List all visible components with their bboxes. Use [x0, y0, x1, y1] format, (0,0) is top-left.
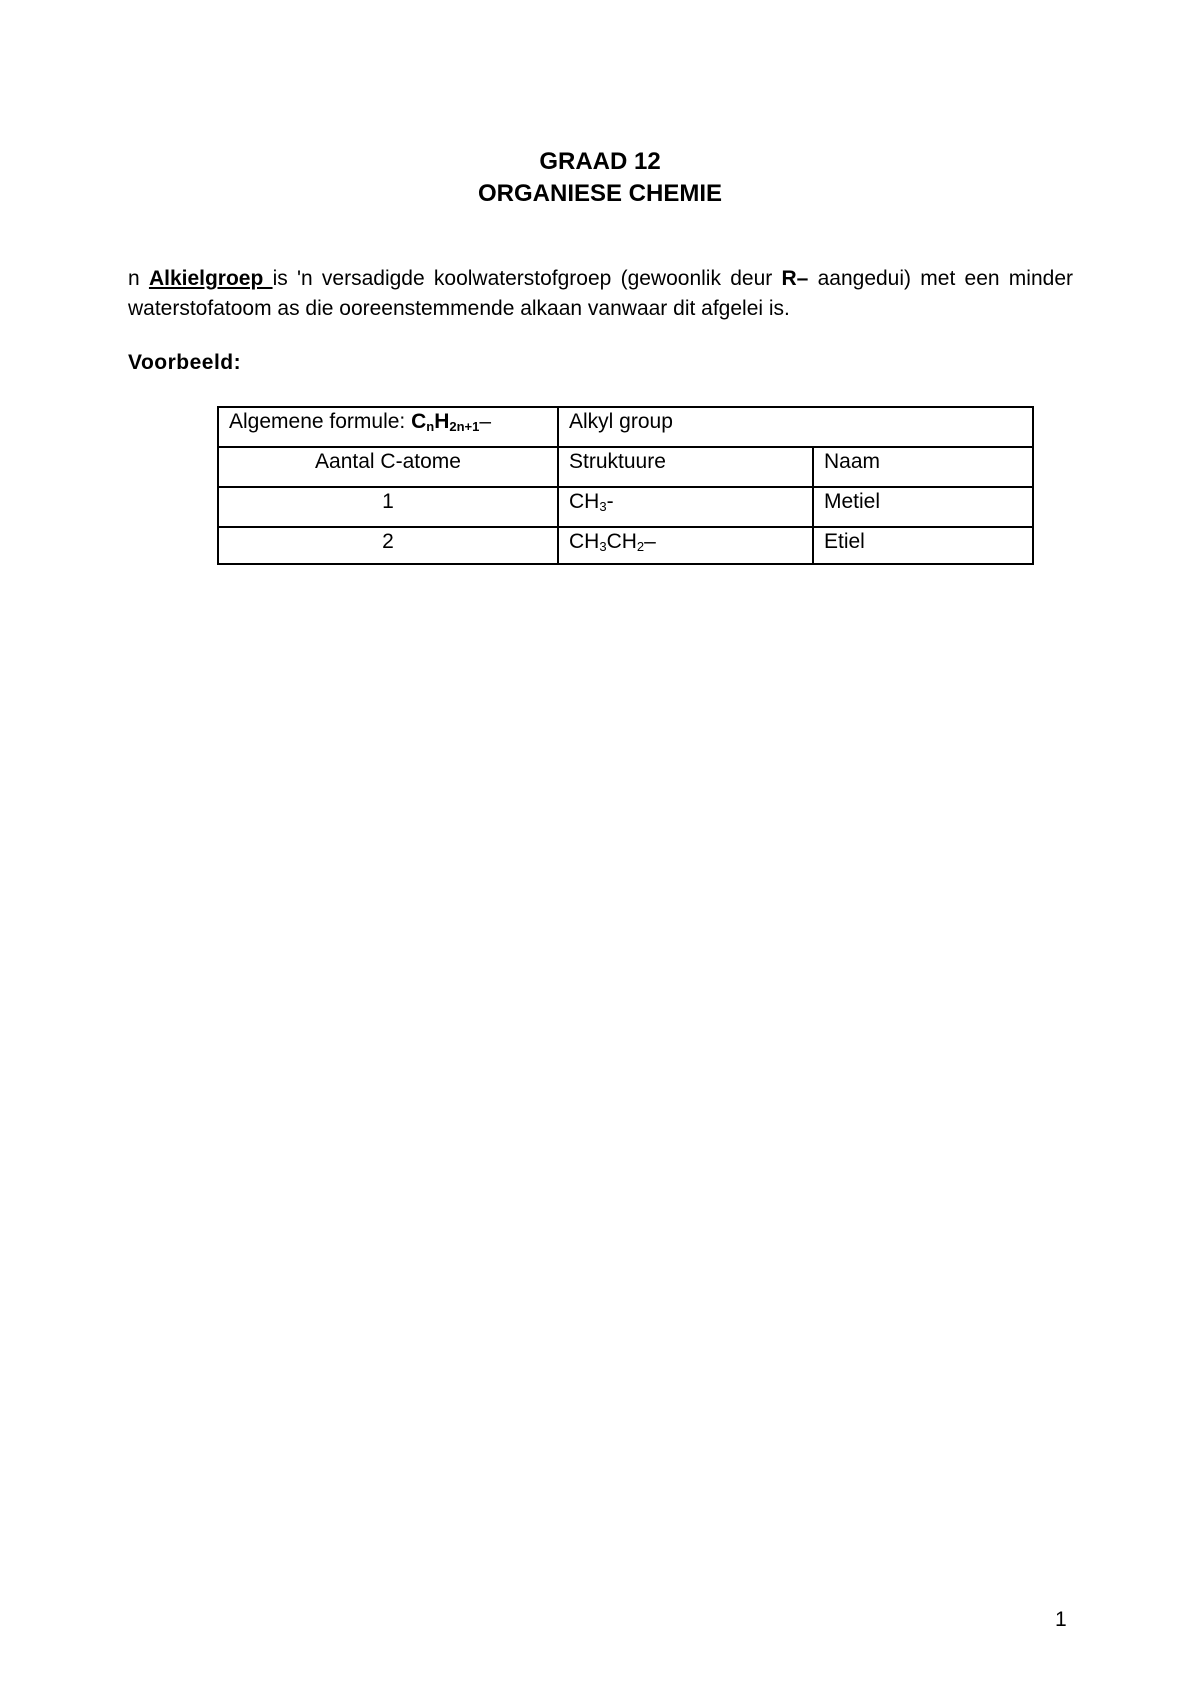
table-row — [218, 407, 1033, 447]
cell-count: 2 — [218, 527, 558, 564]
formula-tail: – — [479, 410, 492, 433]
structure-b-sub: 2 — [636, 539, 645, 554]
formula-h: H — [434, 410, 450, 433]
table-row — [218, 487, 1033, 527]
structure-tail: - — [606, 490, 614, 513]
title-grade: GRAAD 12 — [539, 148, 661, 175]
formula-c-sub: n — [426, 419, 435, 434]
table-row — [218, 527, 1033, 564]
cell-name: Metiel — [813, 487, 1033, 527]
header-name: Naam — [813, 447, 1033, 487]
structure-tail: – — [644, 530, 656, 553]
intro-suffix: aangedui) met een minder waterstofatoom as die ooreenstemmende alkaan vanwaar dit afgelei is. — [128, 267, 1074, 320]
header-count: Aantal C-atome — [218, 447, 558, 487]
formula-c: C — [411, 410, 427, 433]
structure-a: CH — [569, 530, 600, 553]
formula-h-sub: 2n+1 — [449, 419, 480, 434]
example-label: Voorbeeld: — [128, 351, 242, 374]
intro-prefix: n — [128, 267, 149, 290]
alkyl-table — [217, 406, 1034, 565]
table-header-row — [218, 447, 1033, 487]
cell-structure — [558, 527, 813, 564]
cell-name: Etiel — [813, 527, 1033, 564]
page-number: 1 — [1055, 1608, 1067, 1631]
cell-structure — [558, 487, 813, 527]
intro-paragraph — [128, 264, 1073, 324]
formula-label: Algemene formule: — [229, 410, 412, 433]
intro-mid: is 'n versadigde koolwaterstofgroep (gewoonlik deur — [272, 267, 782, 290]
cell-count: 1 — [218, 487, 558, 527]
intro-term: Alkielgroep — [148, 267, 273, 290]
group-label-cell: Alkyl group — [558, 407, 1033, 447]
structure-a: CH — [569, 490, 600, 513]
structure-a-sub: 3 — [599, 499, 607, 514]
structure-a-sub: 3 — [599, 539, 607, 554]
document-title — [0, 146, 1200, 210]
title-subject: ORGANIESE CHEMIE — [477, 180, 723, 207]
intro-symbol: R– — [781, 267, 809, 290]
header-structure: Struktuure — [558, 447, 813, 487]
structure-b: CH — [606, 530, 637, 553]
formula-cell — [218, 407, 558, 447]
